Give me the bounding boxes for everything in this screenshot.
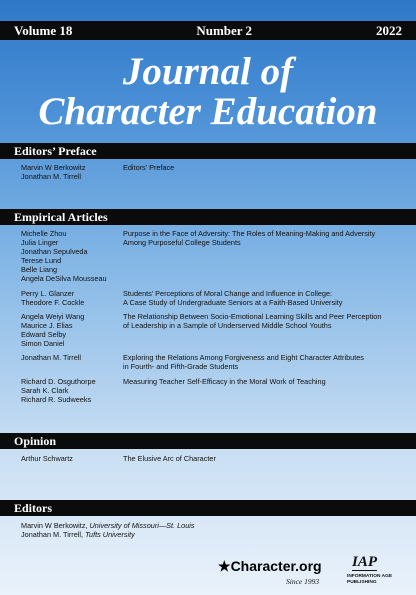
entry-title: Exploring the Relations Among Forgiveness and Eight Character Attributes in Fourth- and Fifth-Grade Students bbox=[123, 353, 364, 371]
entry-authors: Marvin W Berkowitz Jonathan M. Tirrell bbox=[21, 163, 86, 181]
entry-authors: Angela Weiyi Wang Maurice J. Elias Edward Selby Simon Daniel bbox=[21, 312, 85, 348]
character-org-logo: ★Character.org bbox=[218, 558, 322, 574]
entry-authors: Richard D. Osguthorpe Sarah K. Clark Richard R. Sudweeks bbox=[21, 377, 96, 404]
editor-line: Marvin W Berkowitz, University of Missouri—St. Louis bbox=[21, 521, 195, 530]
volume-label: Volume 18 bbox=[14, 22, 73, 38]
journal-title-line-2: Character Education bbox=[38, 90, 378, 133]
issue-header-bar bbox=[0, 21, 416, 40]
since-label: Since 1993 bbox=[286, 577, 320, 586]
number-label: Number 2 bbox=[196, 22, 253, 38]
year-label: 2022 bbox=[376, 22, 402, 38]
entry-authors: Perry L. Glanzer Theodore F. Cockle bbox=[21, 289, 85, 307]
entry-authors: Jonathan M. Tirrell bbox=[21, 353, 82, 362]
entry-title: Measuring Teacher Self-Efficacy in the Moral Work of Teaching bbox=[123, 377, 326, 386]
section-heading-opinion: Opinion bbox=[0, 433, 416, 449]
entry-title: Editors’ Preface bbox=[123, 163, 175, 172]
iap-logo: IAP bbox=[352, 554, 378, 570]
entry-title: The Elusive Arc of Character bbox=[123, 454, 216, 463]
journal-title-line-1: Journal of bbox=[122, 50, 294, 93]
section-heading-editors-preface: Editors’ Preface bbox=[0, 143, 416, 159]
star-icon: ★ bbox=[218, 558, 231, 574]
iap-publisher-name: INFORMATION AGE PUBLISHING bbox=[347, 574, 393, 585]
section-heading-editors: Editors bbox=[0, 500, 416, 516]
editor-line: Jonathan M. Tirrell, Tufts University bbox=[21, 530, 135, 539]
section-heading-empirical-articles: Empirical Articles bbox=[0, 209, 416, 225]
entry-title: The Relationship Between Socio-Emotional Learning Skills and Peer Perception of Leadership in a Sample of Underserved Middle School Youths bbox=[123, 312, 382, 330]
entry-authors: Michelle Zhou Julia Linger Jonathan Sepulveda Terese Lund Belle Liang Angela DeSilva Mousseau bbox=[21, 229, 107, 283]
entry-title: Purpose in the Face of Adversity: The Roles of Meaning-Making and Adversity Among Purposeful College Students bbox=[123, 229, 376, 247]
entry-title: Students’ Perceptions of Moral Change and Influence in College: A Case Study of Undergraduate Seniors at a Faith-Based University bbox=[123, 289, 343, 307]
entry-authors: Arthur Schwartz bbox=[21, 454, 73, 463]
